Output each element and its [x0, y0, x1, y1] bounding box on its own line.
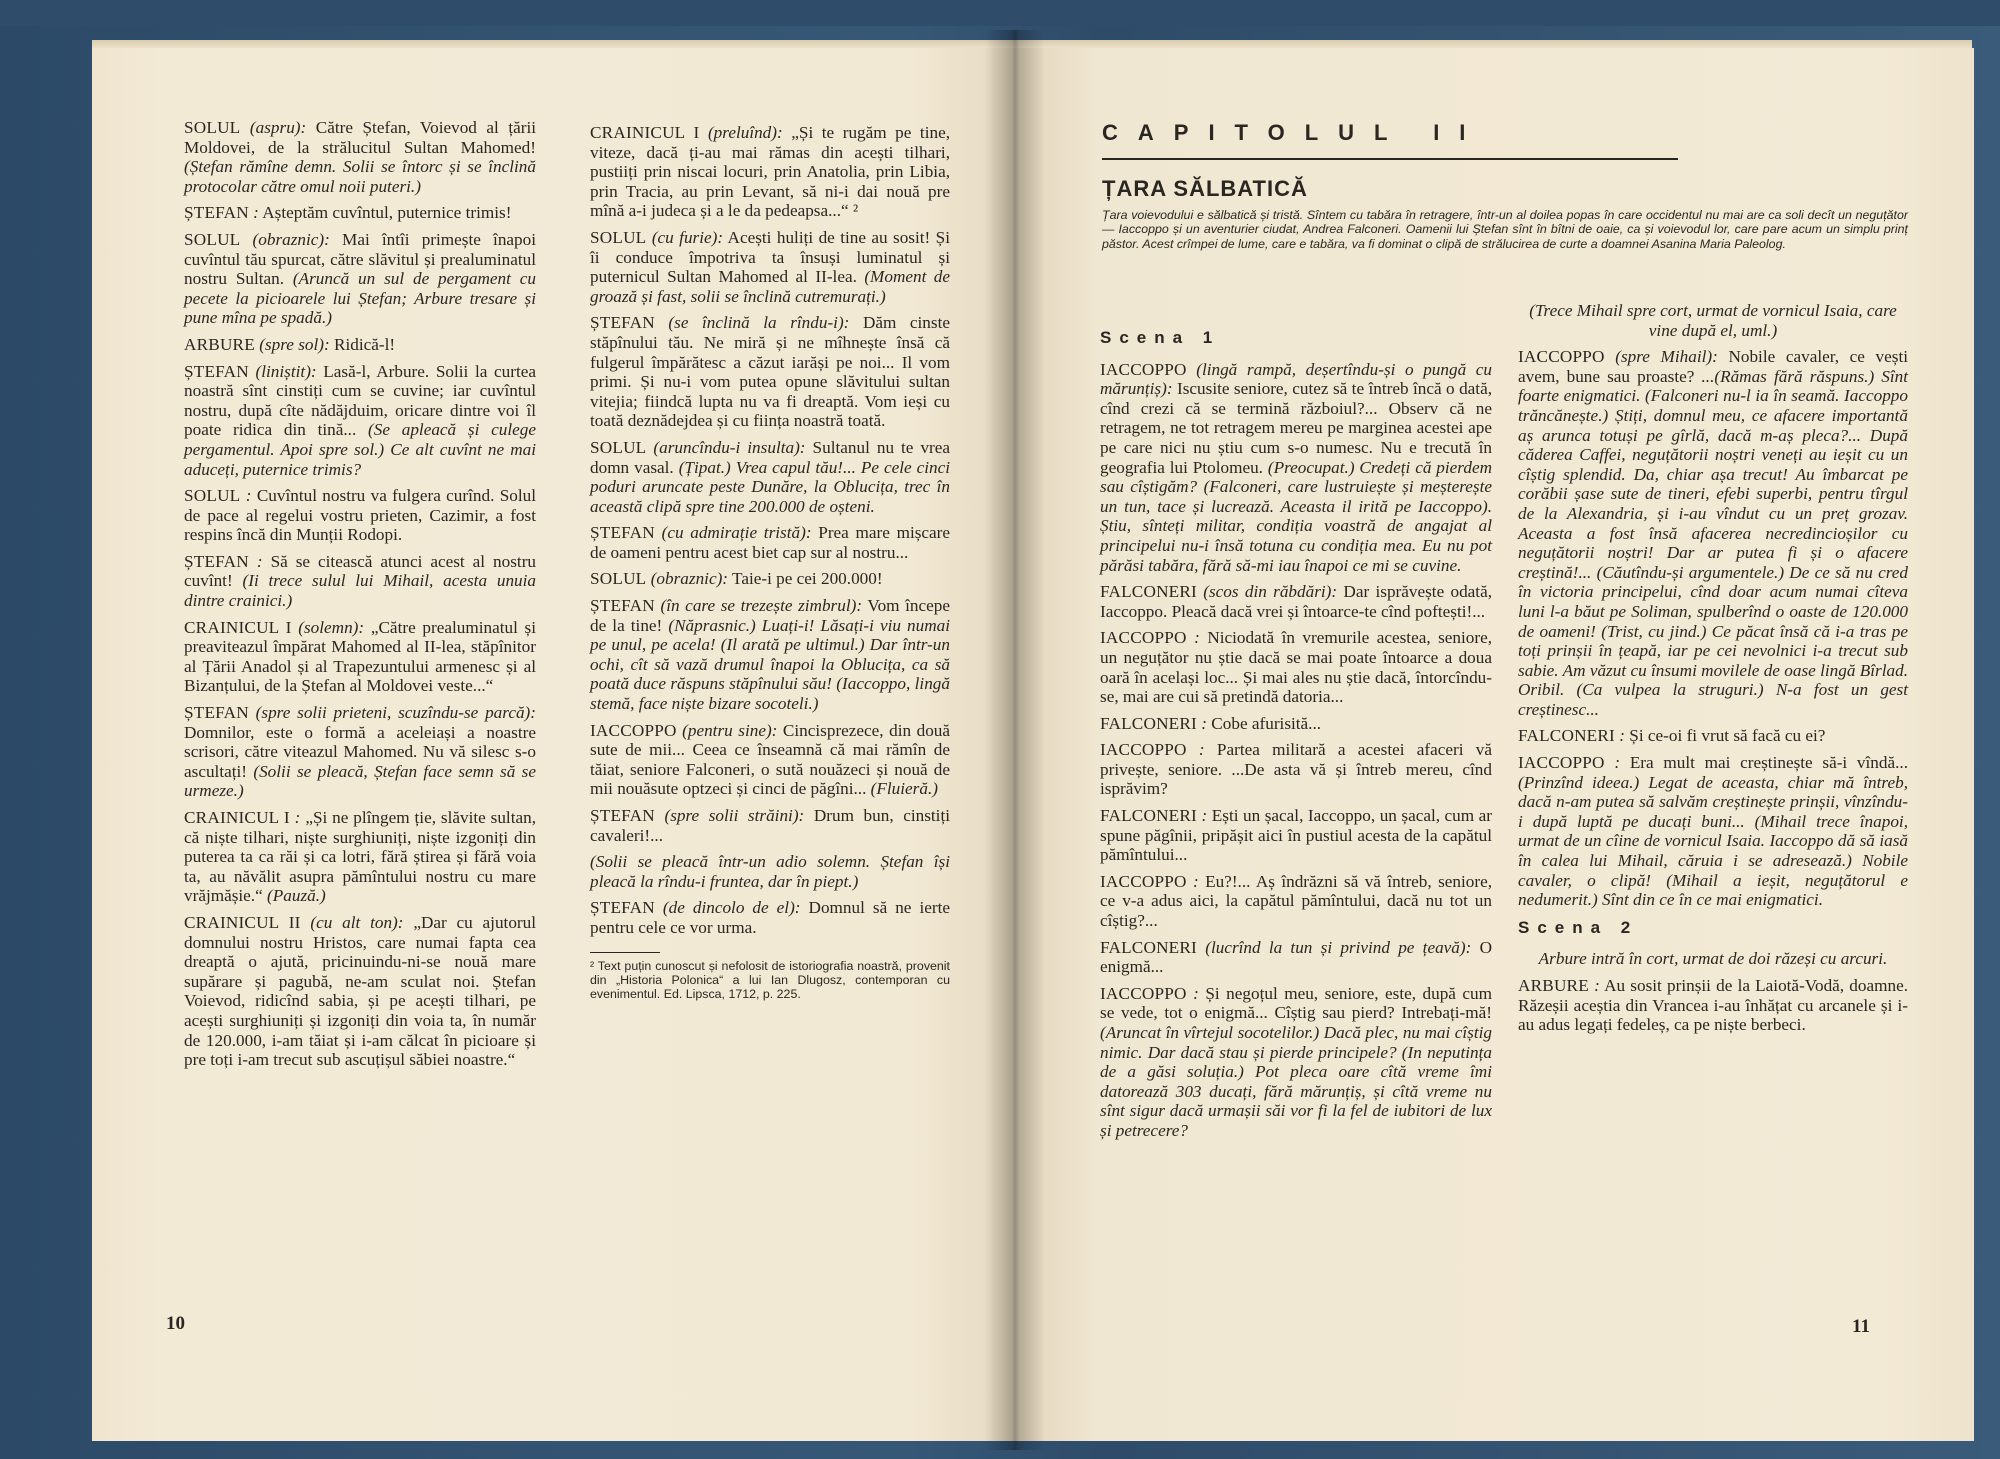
speaker-name: FALCONERI [1100, 937, 1197, 957]
dialogue-line [1518, 726, 1908, 746]
stage-direction: : [256, 551, 263, 571]
stage-direction: (aruncîndu-i insulta): [653, 437, 806, 457]
speaker-name: ȘTEFAN [184, 703, 249, 723]
stage-direction: (Aruncă un sul de pergament cu pecete la picioarele lui Ștefan; Arbure tresare și pune mîna pe spadă.) [184, 269, 536, 328]
scene-heading: Scena 2 [1518, 917, 1639, 937]
dialogue-line [184, 486, 536, 545]
dialogue-line [590, 569, 950, 589]
speaker-name: SOLUL [184, 486, 241, 506]
dialogue-line [1518, 976, 1908, 1035]
stage-direction: (lucrînd la tun și privind pe țeavă): [1205, 937, 1472, 957]
speaker-name: ȘTEFAN [184, 203, 249, 223]
speaker-name: IACCOPPO [1100, 871, 1187, 891]
dialogue-text: Cuvîntul nostru va fulgera curînd. Solul de pace al regelui vostru prieten, Cazimir, a fost respins încă din Munții Rodopi. [184, 486, 537, 545]
dialogue-text: Niciodată în vremurile acestea, seniore, un neguțător nu știe dacă se mai poate întoarce a doua oară în același loc... Și mai ales nu știe dacă, întorcîndu-se, mai are cui să pretindă datoria... [1100, 628, 1493, 707]
dialogue-text: „Către prealuminatul și preaviteazul împărat Mahomed al II-lea, stăpînitor al Țării Anadol și al Trapezuntului armenesc și al Bizanțului, de la Ștefan al Moldovei veste...“ [184, 617, 536, 696]
dialogue-line [184, 618, 536, 696]
dialogue-text: „Și te rugăm pe tine, viteze, dacă ți-au mai rămas din acești tilhari, pustiiți prin niscai locuri, prin Anatolia, prin Libia, prin Tracia, au prin Levant, să ni-i dai nouă pre mînă a-i judeca și a le da pedeapsa...“ ² [590, 123, 951, 221]
stage-direction: (Se apleacă și culege pergamentul. Apoi spre sol.) Ce alt cuvînt ne mai aduceți, puternice trimis? [184, 420, 536, 479]
stage-direction: (Solii se pleacă, Ștefan face semn să se urmeze.) [184, 761, 536, 801]
left-page-column-2 [590, 123, 950, 1001]
dialogue-text: Domnilor, este o formă a aceleiași a noastre scrisori, către viteazul Mahomed. Nu vă silesc s-o ascultați! [184, 722, 536, 781]
dialogue-text: „Și ne plîngem ție, slăvite sultan, că niște tilhari, niște surghiuniți, niște izgoniți din puterea ta ca răi și ca lotri, fără știrea și fără voia ta, au năvălit asupra pămîntului nostru cu mare vrăjmășie.“ [184, 808, 537, 906]
dialogue-text: Cobe afurisită... [1211, 713, 1322, 733]
speaker-name: IACCOPPO [1100, 359, 1187, 379]
stage-direction: : [1201, 713, 1207, 733]
dialogue-line [184, 703, 536, 801]
stage-direction: (pentru sine): [682, 720, 778, 740]
stage-direction: (scos din răbdări): [1203, 582, 1338, 602]
dialogue-text: Era mult mai creștinește să-i vîndă... [1629, 753, 1909, 773]
stage-direction: (se înclină la rîndu-i): [668, 313, 850, 333]
stage-direction: (obraznic): [650, 569, 729, 589]
dialogue-text: Mai întîi primește înapoi cuvîntul tău spurcat, către slăvitul și prealuminatul nostru Sultan. [184, 229, 537, 289]
dialogue-line [590, 523, 950, 562]
dialogue-text: Sultanul nu te vrea domn vasal. [590, 437, 951, 477]
stage-direction: : [294, 808, 301, 827]
dialogue-line [184, 808, 536, 906]
scene-heading: Scena 1 [1100, 328, 1221, 347]
speaker-name: IACCOPPO [1518, 347, 1605, 367]
speaker-name: SOLUL [590, 569, 647, 589]
speaker-name: FALCONERI [1100, 582, 1197, 602]
stage-direction: (solemn): [298, 617, 365, 637]
stage-direction: (cu furie): [651, 227, 724, 247]
dialogue-text: Nobile cavaler, ce vești avem, bune sau proaste? [1518, 347, 1909, 386]
stage-direction: : [1614, 753, 1621, 773]
dialogue-text: Taie-i pe cei 200.000! [732, 569, 883, 589]
dialogue-text: Dăm cinste stăpînului tău. Ne miră și ne mîhnește însă că fulgerul împărătesc a căzut iarăși pe noi... Il vom primi. Și nu-i vom putea opune slăvitului sultan vitejia; fiindcă lupta nu va fi dreaptă. Vom ieși cu toată deznădejdea și cu ființa noastră toată. [590, 313, 950, 431]
dialogue-text: Drum bun, cinstiți cavaleri!... [590, 806, 951, 845]
left-page [92, 48, 1022, 1441]
dialogue-text: Și negoțul meu, seniore, este, după cum se vede, tot o enigmă... Cîștig sau pierd? Intrebați-mă! [1100, 983, 1493, 1023]
dialogue-line [590, 806, 950, 845]
left-page-column-1 [184, 118, 536, 1077]
dialogue-line [590, 313, 950, 431]
stage-direction: (Preocupat.) Credeți că pierdem sau cîștigăm? (Falconeri, care lustruiește și meșterește un tun, tace și lucrează. Aceasta il irită pe Iaccoppo). Știu, sînteți militar, condiția voastră de angajat al principelui nu-i însă totuna cu condiția mea. Eu nu pot părăsi tabăra, fără să-mi iau înapoi ce mi se cuvine. [1100, 457, 1492, 575]
stage-direction: (Fluieră.) [870, 779, 938, 799]
dialogue-text: Ești un șacal, Iaccoppo, un șacal, cum ar spune păgînii, pripășit aici în pustiul acesta de la capătul pămîntului... [1100, 806, 1493, 865]
stage-direction: ...(Rămas fără răspuns.) Sînt foarte enigmatici. (Falconeri nu-l ia în seamă. Iaccoppo trăncănește.) Știți, domnul meu, ce afacere importantă aș arunca totuși pe gîrlă, dacă m-aș pleca?... După căderea Caffei, neguțătorii noștri veneți au ieșit cu un cîștig splendid. Da, chiar așa trecut! Au îmbarcat pe corăbii șase sute de tineri, efebi superbi, pentru tîrgul de la Alexandria, și i-au vîndut cu un preț grozav. Aceasta a fost însă afacerea necredincioșilor cu neguțătorii noștri! Dar ar putea fi și o afacere creștină!... (Căutîndu-și argumentele.) De ce să nu cred în victoria principelui, cînd doar acum numai cîteva luni l-a băut pe Soliman, spulberînd o oaste de 120.000 de oameni! (Trist, cu jind.) Ce păcat însă că i-a tras pe toți prinșii în țeapă, iar pe cei nevolnici i-a trecut sub sabie. Am văzut cu însumi movilele de oase lingă Bîrlad. Oribil. (Ca vulpea la struguri.) N-a fost un gest creștinesc... [1518, 366, 1908, 719]
stage-direction: (obraznic): [252, 229, 330, 249]
speaker-name: IACCOPPO [1518, 753, 1605, 773]
dialogue-text: Domnul să ne ierte pentru cele ce vor urma. [590, 898, 950, 937]
speaker-name: ȘTEFAN [590, 806, 655, 825]
right-page [1022, 48, 1974, 1441]
dialogue-text: Lasă-l, Arbure. Solii la curtea noastră sînt cinstiți cum se cuvine; iar cuvîntul nostru, după cîte nădăjduim, oricare dintre voi îl poate ridica din tină... [184, 361, 537, 440]
speaker-name: SOLUL [590, 437, 647, 457]
speaker-name: CRAINICUL II [184, 912, 301, 932]
dialogue-line [1100, 872, 1492, 931]
stage-direction: (spre solii străini): [664, 806, 805, 825]
speaker-name: FALCONERI [1100, 713, 1197, 733]
page-number: 11 [1852, 1316, 1870, 1337]
speaker-name: CRAINICUL I [184, 808, 290, 827]
dialogue-line [1100, 628, 1492, 706]
stage-direction: (Aruncat în vîrtejul socotelilor.) Dacă plec, nu mai cîștig nimic. Dar dacă stau și pierde principele? (In neputința de a găsi soluția.) Pot pleca oare cîtă vreme îmi datorează 303 ducați, fără mărunțiș, și cîtă vreme nu sînt sigur dacă urmașii săi vor fi la fel de iubitori de lux și petrecere? [1100, 1023, 1492, 1140]
stage-direction: : [1201, 806, 1208, 826]
dialogue-line [590, 721, 950, 799]
stage-direction: : [1619, 726, 1625, 746]
speaker-name: CRAINICUL I [184, 617, 292, 637]
dialogue-text: Către Ștefan, Voievod al țării Moldovei, de la strălucitul Sultan Mahomed! [184, 118, 536, 157]
stage-direction: (Țipat.) Vrea capul tău!... Pe cele cinci poduri aruncate peste Dunăre, la Oblucița, trec în această clipă spre tine 200.000 de oșteni. [590, 457, 950, 516]
speaker-name: ARBURE [1518, 976, 1589, 995]
book-spine-shadow [985, 30, 1045, 1450]
stage-direction: (Ii trece sulul lui Mihail, acesta unuia dintre crainici.) [184, 571, 536, 611]
dialogue-line [184, 118, 536, 196]
dialogue-line [184, 335, 536, 355]
dialogue-text: „Dar cu ajutorul domnului nostru Hristos, care numai fapta cea dreaptă o ajută, pricinuindu-ni-se nouă mare supărare și pagubă, ne-am sculat noi. Ștefan Voievod, ridicînd sabia, și pe acești tilhari, pe acești surghiuniți și izgoniți din voia ta, în număr de 120.000, i-am tăiat și i-am călcat în picioare și pre toți i-am trecut sub ascuțișul săbiei noastre.“ [184, 912, 537, 1070]
dialogue-line [184, 552, 536, 611]
speaker-name: ȘTEFAN [590, 596, 655, 616]
speaker-name: IACCOPPO [1100, 628, 1187, 648]
stage-direction: (de dincolo de el): [662, 898, 801, 918]
speaker-name: IACCOPPO [1100, 740, 1187, 760]
speaker-name: ȘTEFAN [590, 523, 655, 543]
stage-direction: : [1594, 976, 1600, 995]
dialogue-text: Eu?!... Aș îndrăzni să vă întreb, seniore, ce v-a adus aici, la capătul pămîntului, dacă nu tot un cîștig?... [1100, 871, 1492, 931]
dialogue-line [1100, 984, 1492, 1141]
dialogue-text: Dar isprăvește odată, Iaccoppo. Pleacă dacă vrei și întoarce-te cînd poftești!... [1100, 582, 1493, 621]
speaker-name: SOLUL [184, 229, 241, 249]
dialogue-text: Cincisprezece, din două sute de mii... Ceea ce înseamnă că mai rămîn de tăiat, seniore Falconeri, o sută nouăzeci și nouă de mii nouăsute optzeci și cinci de păgîni... [590, 720, 951, 799]
right-page-column-1 [1100, 320, 1492, 1148]
speaker-name: ȘTEFAN [184, 361, 249, 381]
speaker-name: CRAINICUL I [590, 123, 700, 142]
speaker-name: ȘTEFAN [590, 313, 655, 333]
dialogue-line [184, 913, 536, 1070]
dialogue-line [1518, 753, 1908, 910]
dialogue-text: Să se citească atunci acest al nostru cuvînt! [184, 551, 537, 591]
speaker-name: IACCOPPO [1100, 983, 1187, 1003]
dialogue-line [184, 362, 536, 480]
stage-direction: : [245, 486, 252, 506]
stage-direction: : [253, 203, 259, 223]
dialogue-line [1100, 582, 1492, 621]
stage-direction: (Trece Mihail spre cort, urmat de vornicul Isaia, care vine după el, uml.) [1529, 301, 1897, 340]
stage-direction: (aspru): [249, 118, 307, 137]
stage-direction: (Ștefan rămîne demn. Solii se întorc și se înclină protocolar către omul noii puteri.) [184, 157, 536, 196]
dialogue-text: Ridică-l! [334, 334, 396, 354]
dialogue-text: Partea militară a acestei afaceri vă privește, seniore. ...De asta vă și întreb mereu, cînd isprăvim? [1100, 740, 1493, 799]
stage-direction: (spre sol): [259, 334, 330, 354]
chapter-rule [1102, 158, 1678, 160]
speaker-name: ARBURE [184, 334, 255, 354]
dialogue-line [590, 123, 950, 221]
speaker-name: FALCONERI [1100, 806, 1197, 826]
footnote-rule [590, 952, 660, 953]
stage-direction: (spre Mihail): [1615, 347, 1718, 367]
stage-direction: (preluînd): [707, 123, 783, 142]
dialogue-line [1100, 806, 1492, 865]
dialogue-text: Acești huliți de tine au sosit! Și îi conduce împotriva ta însuși luminatul și puternicul Sultan Mahomed al II-lea. [590, 227, 950, 287]
stage-direction: (Solii se pleacă într-un adio solemn. Ștefan își pleacă la rîndu-i fruntea, dar în piept.) [590, 852, 950, 891]
dialogue-text: O enigmă... [1100, 937, 1493, 977]
stage-direction: (Năprasnic.) Luați-i! Lăsați-i viu numai pe unul, pe acela! (Il arată pe ultimul.) Dar într-un ochi, cît să vază drumul înapoi la Oblucița, ca să poată duce răspuns stăpînului său! (Iaccoppo, lingă stemă, face niște bizare socoteli.) [590, 615, 950, 714]
speaker-name: ȘTEFAN [184, 551, 249, 571]
stage-direction: (lingă rampă, deșertîndu-și o pungă cu mărunțiș): [1100, 359, 1492, 399]
stage-direction: (Prinzînd ideea.) Legat de aceasta, chiar mă întreb, dacă n-am putea să salvăm creștinește prinșii, vînzîndu-i după luptă pe ducați buni... (Mihail trece înapoi, urmat de un cîine de vornicul Isaia. Iaccoppo dă să iasă în calea lui Mihail, căruia i se adresează.) Nobile cavaler, o clipă! (Mihail a ieșit, neguțătorul e nedumerit.) Sînt din ce în ce mai enigmatici. [1518, 772, 1908, 910]
speaker-name: IACCOPPO [590, 720, 677, 740]
stage-direction: (Moment de groază și fast, solii se înclină cutremurați.) [590, 267, 950, 306]
page-number: 10 [166, 1313, 185, 1334]
dialogue-line [1100, 740, 1492, 799]
dialogue-text: Au sosit prinșii de la Laiotă-Vodă, doamne. Răzeșii aceștia din Vrancea i-au înhățat cu arcanele și i-au adus legați fedeleș, ca pe niște berbeci. [1518, 976, 1908, 1035]
stage-direction: (Pauză.) [267, 886, 326, 906]
dialogue-line [590, 596, 950, 714]
stage-direction: : [1194, 628, 1200, 648]
dialogue-line [184, 230, 536, 328]
dialogue-line [590, 228, 950, 306]
dialogue-text: Și ce-oi fi vrut să facă cu ei? [1629, 726, 1826, 746]
footnote: ² Text puțin cunoscut și nefolosit de istoriografia noastră, provenit din „Historia Polonica“ a lui Ian Dlugosz, contemporan cu evenimentul. Ed. Lipsca, 1712, p. 225. [590, 958, 950, 1001]
stage-direction: : [1198, 740, 1205, 760]
stage-direction: : [1192, 871, 1199, 891]
dialogue-text: Așteptăm cuvîntul, puternice trimis! [262, 203, 512, 223]
speaker-name: SOLUL [590, 227, 647, 247]
right-page-column-2 [1518, 301, 1908, 1042]
chapter-title: ȚARA SĂLBATICĂ [1102, 176, 1308, 201]
speaker-name: ȘTEFAN [590, 898, 655, 918]
dialogue-text: Iscusite seniore, cutez să te întreb încă o dată, cînd crezi că se termină războiul?... Observ că ne retragem, ne tot retragem mereu pe marginea acestei ape pe care nici nu știu cum s-o numesc. Nu e trecută în geografia lui Ptolomeu. [1100, 379, 1492, 477]
dialogue-text: Prea mare mișcare de oameni pentru acest biet cap sur al nostru... [590, 523, 951, 562]
dialogue-line [1100, 938, 1492, 977]
dialogue-line [1100, 360, 1492, 576]
stage-direction: (spre solii prieteni, scuzîndu-se parcă): [255, 703, 537, 723]
stage-direction: (cu alt ton): [310, 912, 404, 932]
dialogue-line [590, 852, 950, 891]
stage-direction: (cu admirație tristă): [661, 523, 812, 543]
dialogue-line [1518, 347, 1908, 719]
dialogue-line [590, 438, 950, 516]
stage-direction: : [1193, 983, 1199, 1003]
chapter-intro: Țara voievodului e sălbatică și tristă. Sîntem cu tabăra în retragere, într-un al doilea popas în care occidentul nu mai are ca soli decît un neguțător — Iaccoppo și un aventurier ciudat, Andrea Falconeri. Oamenii lui Ștefan sînt în bîtni de oaie, ca și voievodul lor, care pare acum un simplu prinț păstor. Acest crîmpei de lume, care e tabăra, va fi dominat o clipă de strălucirea de curte a doamnei Asanina Maria Paleolog. [1102, 208, 1908, 251]
stage-direction: (liniștit): [255, 361, 317, 381]
chapter-heading: CAPITOLUL II [1102, 120, 1486, 145]
dialogue-line [1100, 714, 1492, 734]
stage-direction: (în care se trezește zimbrul): [660, 596, 863, 616]
dialogue-line [184, 203, 536, 223]
dialogue-text: Vom începe de la tine! [590, 596, 950, 635]
stage-direction: Arbure intră în cort, urmat de doi răzeși cu arcuri. [1538, 949, 1888, 969]
dialogue-line [590, 898, 950, 937]
speaker-name: FALCONERI [1518, 726, 1615, 746]
speaker-name: SOLUL [184, 118, 241, 137]
